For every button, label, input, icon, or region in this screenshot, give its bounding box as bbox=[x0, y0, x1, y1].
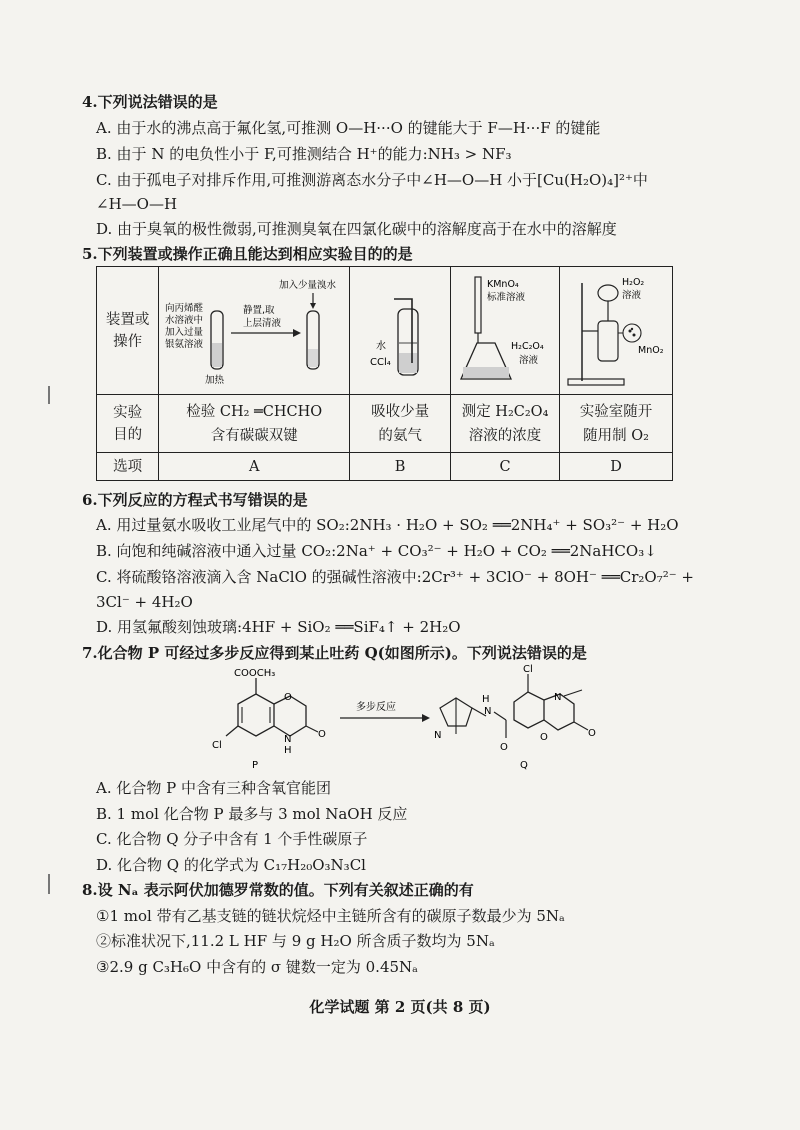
q4-option-a: A. 由于水的沸点高于氟化氢,可推测 O—H···O 的键能大于 F—H···F 的键能 bbox=[96, 119, 601, 137]
choice-b: B bbox=[350, 453, 451, 481]
q6-option-a: A. 用过量氨水吸收工业尾气中的 SO₂:2NH₃ · H₂O + SO₂ ══2NH₄⁺ + SO₃²⁻ + H₂O bbox=[96, 516, 679, 534]
label-d-mno2: MnO₂ bbox=[638, 344, 664, 356]
q6-option-b: B. 向饱和纯碱溶液中通入过量 CO₂:2Na⁺ + CO₃²⁻ + H₂O + CO₂ ══2NaHCO₃↓ bbox=[96, 542, 657, 560]
compound-q bbox=[434, 664, 596, 771]
label-a-left4: 银氨溶液 bbox=[165, 338, 204, 350]
apparatus-c bbox=[451, 267, 560, 395]
p-cl: Cl bbox=[212, 740, 222, 751]
row-header-purpose-line1: 实验 bbox=[113, 404, 143, 421]
q8-item-1: ①1 mol 带有乙基支链的链状烷烃中主链所含有的碳原子数最少为 5Nₐ bbox=[96, 907, 565, 925]
q-amide-nh-n: N bbox=[484, 706, 492, 717]
label-c-kmno4: KMnO₄ bbox=[487, 278, 519, 290]
experiment-table bbox=[96, 266, 673, 481]
q8-item-3: ③2.9 g C₃H₆O 中含有的 σ 键数一定为 0.45Nₐ bbox=[96, 958, 418, 976]
p-label: P bbox=[252, 760, 259, 771]
apparatus-d bbox=[560, 267, 673, 395]
purpose-c-line2: 溶液的浓度 bbox=[468, 427, 542, 444]
label-d-h2o2: H₂O₂ bbox=[622, 276, 645, 288]
label-a-heat: 加热 bbox=[205, 374, 225, 386]
purpose-c bbox=[451, 395, 560, 453]
compound-p bbox=[212, 668, 326, 771]
q6-option-c: C. 将硫酸铬溶液滴入含 NaClO 的强碱性溶液中:2Cr³⁺ + 3ClO⁻ + 8OH⁻ ══Cr₂O₇²⁻ + bbox=[96, 568, 694, 586]
label-a-left3: 加入过量 bbox=[165, 326, 204, 338]
q7-option-c: C. 化合物 Q 分子中含有 1 个手性碳原子 bbox=[96, 830, 368, 848]
q8-item-2: ②标准状况下,11.2 L HF 与 9 g H₂O 所含质子数均为 5Nₐ bbox=[96, 932, 495, 950]
label-b-water: 水 bbox=[376, 340, 387, 352]
q5-stem: 5.下列装置或操作正确且能达到相应实验目的的是 bbox=[82, 245, 413, 263]
q-carbonyl-o: O bbox=[588, 728, 596, 739]
apparatus-a bbox=[159, 267, 350, 395]
q7-option-a: A. 化合物 P 中含有三种含氧官能团 bbox=[96, 779, 331, 797]
apparatus-d-drawing bbox=[562, 271, 670, 391]
row-header-purpose bbox=[97, 395, 159, 453]
purpose-a-line2: 含有碳碳双键 bbox=[210, 427, 298, 444]
label-a-mid2: 上层清液 bbox=[243, 317, 282, 329]
q-cl: Cl bbox=[523, 664, 533, 675]
q-quinuclidine-n: N bbox=[434, 730, 442, 741]
choice-d: D bbox=[560, 453, 673, 481]
row-header-option: 选项 bbox=[97, 453, 159, 481]
q6-option-c-cont: 3Cl⁻ + 4H₂O bbox=[96, 593, 193, 611]
apparatus-a-drawing bbox=[161, 271, 347, 391]
margin-mark-top bbox=[48, 386, 50, 404]
p-n: N bbox=[284, 734, 292, 745]
row-header-device-line1: 装置或 bbox=[105, 311, 150, 328]
q-label: Q bbox=[520, 760, 528, 771]
purpose-c-line1: 测定 H₂C₂O₄ bbox=[461, 403, 549, 420]
choice-c: C bbox=[451, 453, 560, 481]
q-n: N bbox=[554, 692, 562, 703]
purpose-b-line1: 吸收少量 bbox=[371, 403, 430, 420]
p-h: H bbox=[284, 745, 292, 756]
q-amide-h: H bbox=[482, 694, 490, 705]
purpose-a-line1: 检验 CH₂ ═CHCHO bbox=[186, 403, 323, 420]
arrow-label: 多步反应 bbox=[356, 702, 396, 713]
p-ring-o: O bbox=[284, 692, 292, 703]
purpose-b-line2: 的氨气 bbox=[378, 427, 422, 444]
label-a-left2: 水溶液中 bbox=[165, 314, 204, 326]
label-c-std: 标准溶液 bbox=[487, 291, 526, 303]
q7-reaction-scheme bbox=[190, 664, 610, 776]
label-b-ccl4: CCl₄ bbox=[370, 356, 391, 368]
apparatus-b-drawing bbox=[352, 271, 448, 391]
q4-option-c-cont: ∠H—O—H bbox=[96, 195, 178, 213]
purpose-d-line2: 随用制 O₂ bbox=[583, 427, 649, 444]
label-c-sol: 溶液 bbox=[519, 354, 539, 366]
q7-stem: 7.化合物 P 可经过多步反应得到某止吐药 Q(如图所示)。下列说法错误的是 bbox=[82, 644, 587, 662]
choice-a: A bbox=[159, 453, 350, 481]
q7-option-d: D. 化合物 Q 的化学式为 C₁₇H₂₀O₃N₃Cl bbox=[96, 856, 366, 874]
q4-option-c: C. 由于孤电子对排斥作用,可推测游离态水分子中∠H—O—H 小于[Cu(H₂O)₄]²⁺中 bbox=[96, 171, 648, 189]
q6-option-d: D. 用氢氟酸刻蚀玻璃:4HF + SiO₂ ══SiF₄↑ + 2H₂O bbox=[96, 618, 461, 636]
label-a-mid1: 静置,取 bbox=[243, 304, 275, 316]
q-amide-o: O bbox=[500, 742, 508, 753]
label-a-left1: 向丙烯醛 bbox=[165, 302, 204, 314]
q8-stem: 8.设 Nₐ 表示阿伏加德罗常数的值。下列有关叙述正确的有 bbox=[82, 881, 474, 899]
row-header-purpose-line2: 目的 bbox=[113, 426, 143, 443]
purpose-a bbox=[159, 395, 350, 453]
row-header-device-line2: 操作 bbox=[113, 333, 143, 350]
label-c-h2c2o4: H₂C₂O₄ bbox=[511, 340, 544, 352]
p-cooch3: COOCH₃ bbox=[234, 668, 276, 679]
q4-option-b: B. 由于 N 的电负性小于 F,可推测结合 H⁺的能力:NH₃ > NF₃ bbox=[96, 145, 512, 163]
q-ring-o: O bbox=[540, 732, 548, 743]
purpose-d bbox=[560, 395, 673, 453]
label-d-sol: 溶液 bbox=[622, 289, 642, 301]
purpose-b bbox=[350, 395, 451, 453]
margin-mark-bottom bbox=[48, 874, 50, 894]
q4-stem: 4.下列说法错误的是 bbox=[82, 93, 218, 111]
p-carbonyl-o: O bbox=[318, 729, 326, 740]
q7-option-b: B. 1 mol 化合物 P 最多与 3 mol NaOH 反应 bbox=[96, 805, 408, 823]
apparatus-c-drawing bbox=[453, 271, 557, 391]
apparatus-b bbox=[350, 267, 451, 395]
page-footer: 化学试题 第 2 页(共 8 页) bbox=[309, 998, 491, 1016]
q6-stem: 6.下列反应的方程式书写错误的是 bbox=[82, 491, 308, 509]
row-header-device bbox=[97, 267, 159, 395]
q4-option-d: D. 由于臭氧的极性微弱,可推测臭氧在四氯化碳中的溶解度高于在水中的溶解度 bbox=[96, 220, 617, 238]
purpose-d-line1: 实验室随开 bbox=[579, 403, 653, 420]
label-a-add: 加入少量溴水 bbox=[279, 279, 337, 291]
